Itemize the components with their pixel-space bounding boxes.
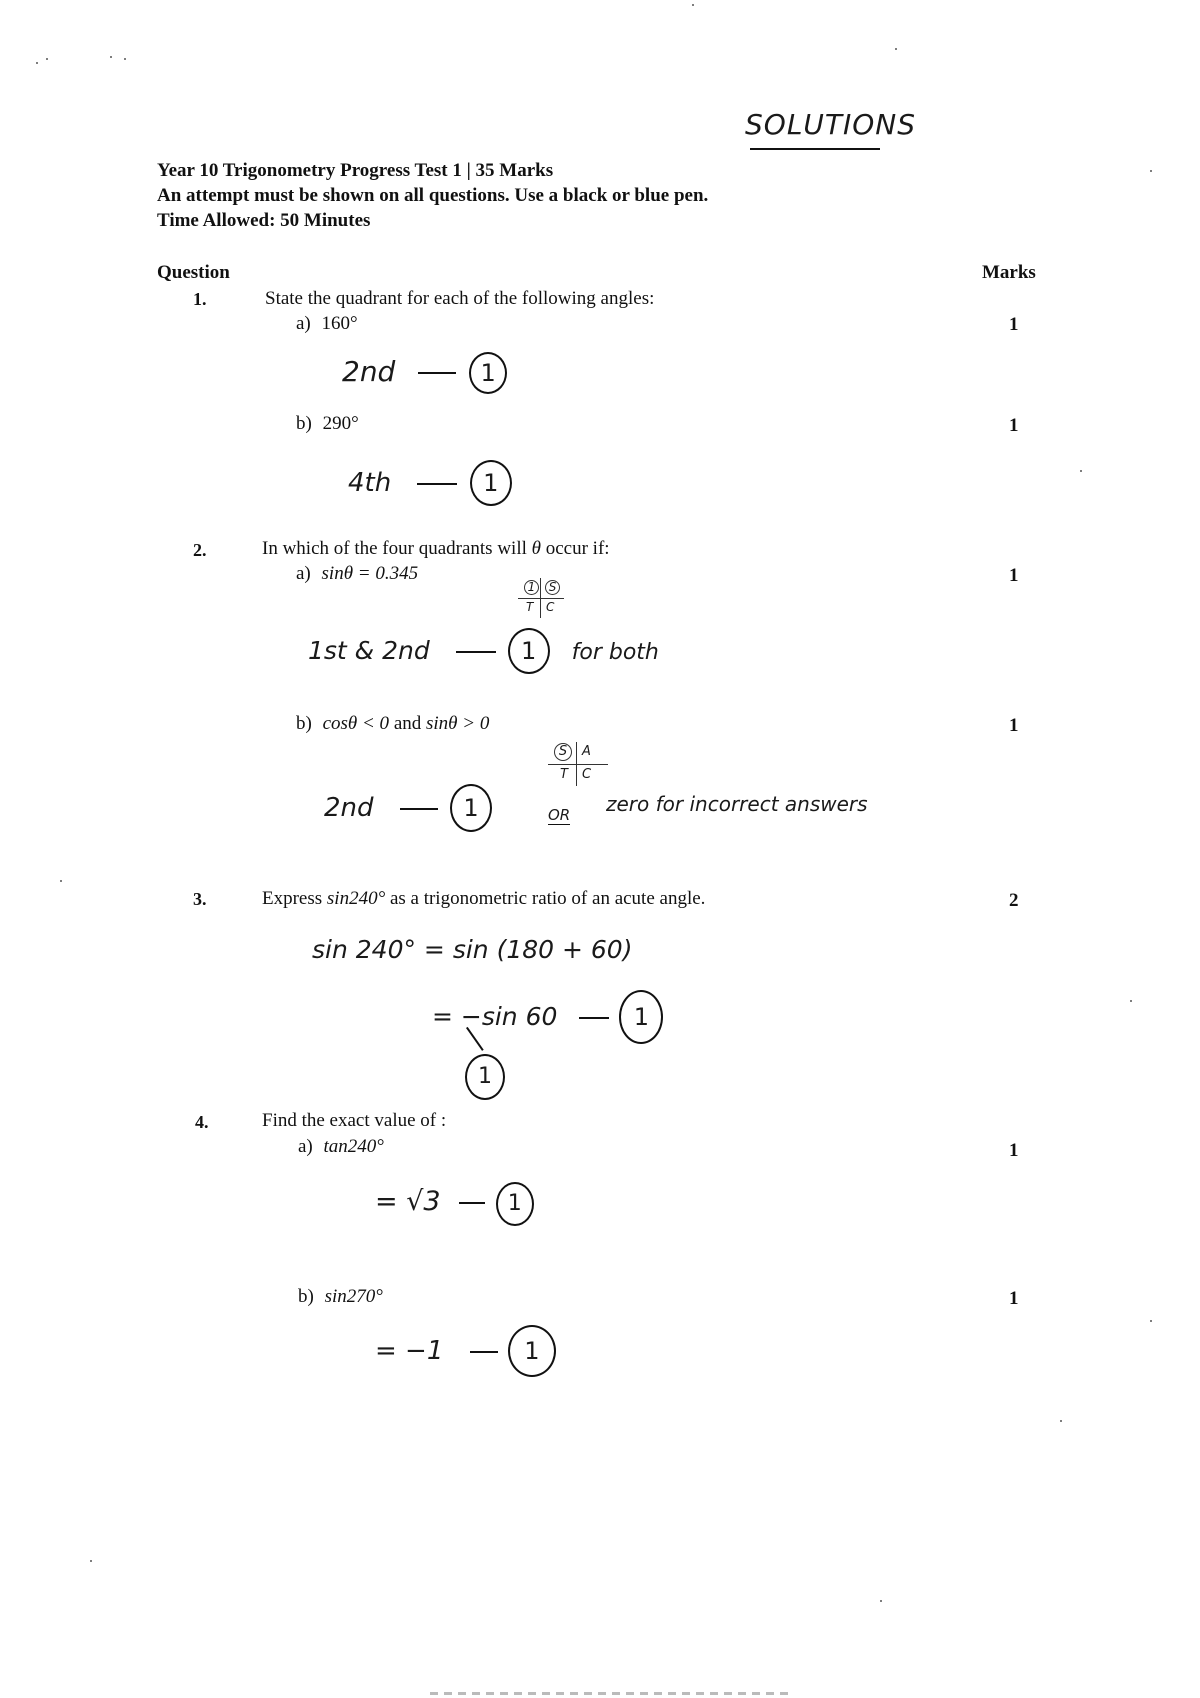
scan-speck xyxy=(46,58,48,60)
question-column-header: Question xyxy=(157,262,230,283)
answer-4a xyxy=(375,1182,534,1226)
diagram-hline xyxy=(518,598,564,599)
part-label: a) xyxy=(298,1136,313,1157)
solutions-stamp xyxy=(745,108,916,141)
answer-text: 1st & 2nd xyxy=(308,636,430,665)
score-circle-2-wrap xyxy=(465,1054,505,1100)
angle-value: 290° xyxy=(322,413,359,434)
answer-note: for both xyxy=(571,640,659,665)
answer-dash xyxy=(579,1017,609,1019)
theta-symbol: θ xyxy=(531,538,541,559)
question-4b-marks: 1 xyxy=(1009,1288,1019,1309)
question-3-text xyxy=(262,888,705,910)
expression: tan240° xyxy=(323,1136,384,1157)
score-circle: 1 xyxy=(469,352,507,394)
score-circle: 1 xyxy=(619,990,663,1044)
scan-speck xyxy=(1080,470,1082,472)
quadrant-tl: 1 xyxy=(524,580,539,595)
solutions-text: SOLUTIONS xyxy=(745,108,917,141)
question-3-marks: 2 xyxy=(1009,890,1019,911)
text-before: Express xyxy=(262,888,327,909)
part-label: b) xyxy=(296,713,312,734)
answer-text: 4th xyxy=(348,468,392,498)
question-1a-marks: 1 xyxy=(1009,314,1019,335)
expression: sin240° xyxy=(326,888,386,909)
scan-speck xyxy=(90,1560,92,1562)
score-circle: 1 xyxy=(508,1325,556,1377)
part-label: b) xyxy=(298,1286,314,1307)
answer-dash xyxy=(400,808,438,810)
question-4b xyxy=(298,1286,383,1308)
footer-scan-artifact xyxy=(430,1692,790,1695)
answer-dash xyxy=(417,483,457,485)
scan-speck xyxy=(895,48,897,50)
question-2a-marks: 1 xyxy=(1009,565,1019,586)
quadrant-bl: T xyxy=(560,767,568,782)
scan-speck xyxy=(110,56,112,58)
question-1a xyxy=(296,313,358,335)
scan-speck xyxy=(36,62,38,64)
question-2b-marks: 1 xyxy=(1009,715,1019,736)
diagram-hline xyxy=(548,764,608,765)
question-2-number: 2. xyxy=(193,540,207,560)
answer-text: = √3 xyxy=(375,1186,441,1217)
text-after: as a trigonometric ratio of an acute angle. xyxy=(385,888,706,909)
scan-speck xyxy=(124,58,126,60)
question-1b xyxy=(296,413,359,435)
question-4a xyxy=(298,1136,384,1158)
scan-speck xyxy=(1060,1420,1062,1422)
quadrant-br: C xyxy=(546,600,555,614)
scan-speck xyxy=(692,4,694,6)
answer-dash xyxy=(459,1202,485,1204)
score-circle: 1 xyxy=(508,628,550,674)
working-line-1: sin 240° = sin (180 + 60) xyxy=(312,935,633,964)
scan-speck xyxy=(60,880,62,882)
angle-value: 160° xyxy=(321,313,358,334)
question-2-text xyxy=(262,538,610,560)
answer-dash xyxy=(456,651,496,653)
score-circle: 1 xyxy=(470,460,512,506)
quadrant-tr: S xyxy=(545,580,560,595)
question-3-number: 3. xyxy=(193,889,207,909)
scan-speck xyxy=(1150,1320,1152,1322)
working-text: = −sin 60 xyxy=(432,1002,558,1031)
answer-2a xyxy=(308,628,659,674)
question-4-text: Find the exact value of : xyxy=(262,1110,447,1131)
diagram-vline xyxy=(540,578,541,618)
quadrant-tr: A xyxy=(582,744,591,759)
expression-part-2: sinθ > 0 xyxy=(426,713,490,734)
scan-speck xyxy=(880,1600,882,1602)
part-label: a) xyxy=(296,563,311,584)
answer-text: 2nd xyxy=(324,793,374,823)
part-label: a) xyxy=(296,313,311,334)
part-label: b) xyxy=(296,413,312,434)
question-2a xyxy=(296,563,418,585)
question-1b-marks: 1 xyxy=(1009,415,1019,436)
text-after: occur if: xyxy=(540,538,610,559)
score-circle: 1 xyxy=(496,1182,534,1226)
answer-4b xyxy=(375,1325,556,1377)
marks-column-header: Marks xyxy=(982,262,1036,283)
question-1-number: 1. xyxy=(193,289,207,309)
expression: sinθ = 0.345 xyxy=(321,563,419,584)
answer-1a xyxy=(342,352,507,394)
incorrect-answers-note: zero for incorrect answers xyxy=(606,792,868,816)
working-line-2 xyxy=(432,990,663,1044)
answer-2b xyxy=(324,784,492,832)
scan-speck xyxy=(1150,170,1152,172)
time-allowed: Time Allowed: 50 Minutes xyxy=(157,210,371,231)
question-4a-marks: 1 xyxy=(1009,1140,1019,1161)
answer-dash xyxy=(418,372,456,374)
expression-part-1: cosθ < 0 xyxy=(322,713,390,734)
scan-speck xyxy=(1130,1000,1132,1002)
answer-text: = −1 xyxy=(375,1336,444,1366)
score-circle: 1 xyxy=(465,1054,505,1100)
or-word: OR xyxy=(548,806,571,824)
test-instructions: An attempt must be shown on all questions. Use a black or blue pen. xyxy=(157,185,709,206)
test-title: Year 10 Trigonometry Progress Test 1 | 35 Marks xyxy=(157,160,554,181)
expression: sin270° xyxy=(324,1286,383,1307)
quadrant-diagram-2a xyxy=(518,576,564,620)
question-2b xyxy=(296,713,489,735)
question-1-text: State the quadrant for each of the following angles: xyxy=(265,288,655,309)
and-word: and xyxy=(389,713,426,734)
quadrant-tl: S xyxy=(554,743,572,761)
quadrant-br: C xyxy=(582,767,592,782)
answer-dash xyxy=(470,1351,498,1353)
question-4-number: 4. xyxy=(195,1112,209,1132)
answer-1b xyxy=(348,460,512,506)
quadrant-bl: T xyxy=(526,600,534,614)
quadrant-diagram-2b xyxy=(548,740,608,788)
diagram-vline xyxy=(576,742,577,786)
score-circle: 1 xyxy=(450,784,492,832)
solutions-underline xyxy=(750,148,880,150)
answer-text: 2nd xyxy=(342,355,396,388)
text-before: In which of the four quadrants will xyxy=(262,538,532,559)
